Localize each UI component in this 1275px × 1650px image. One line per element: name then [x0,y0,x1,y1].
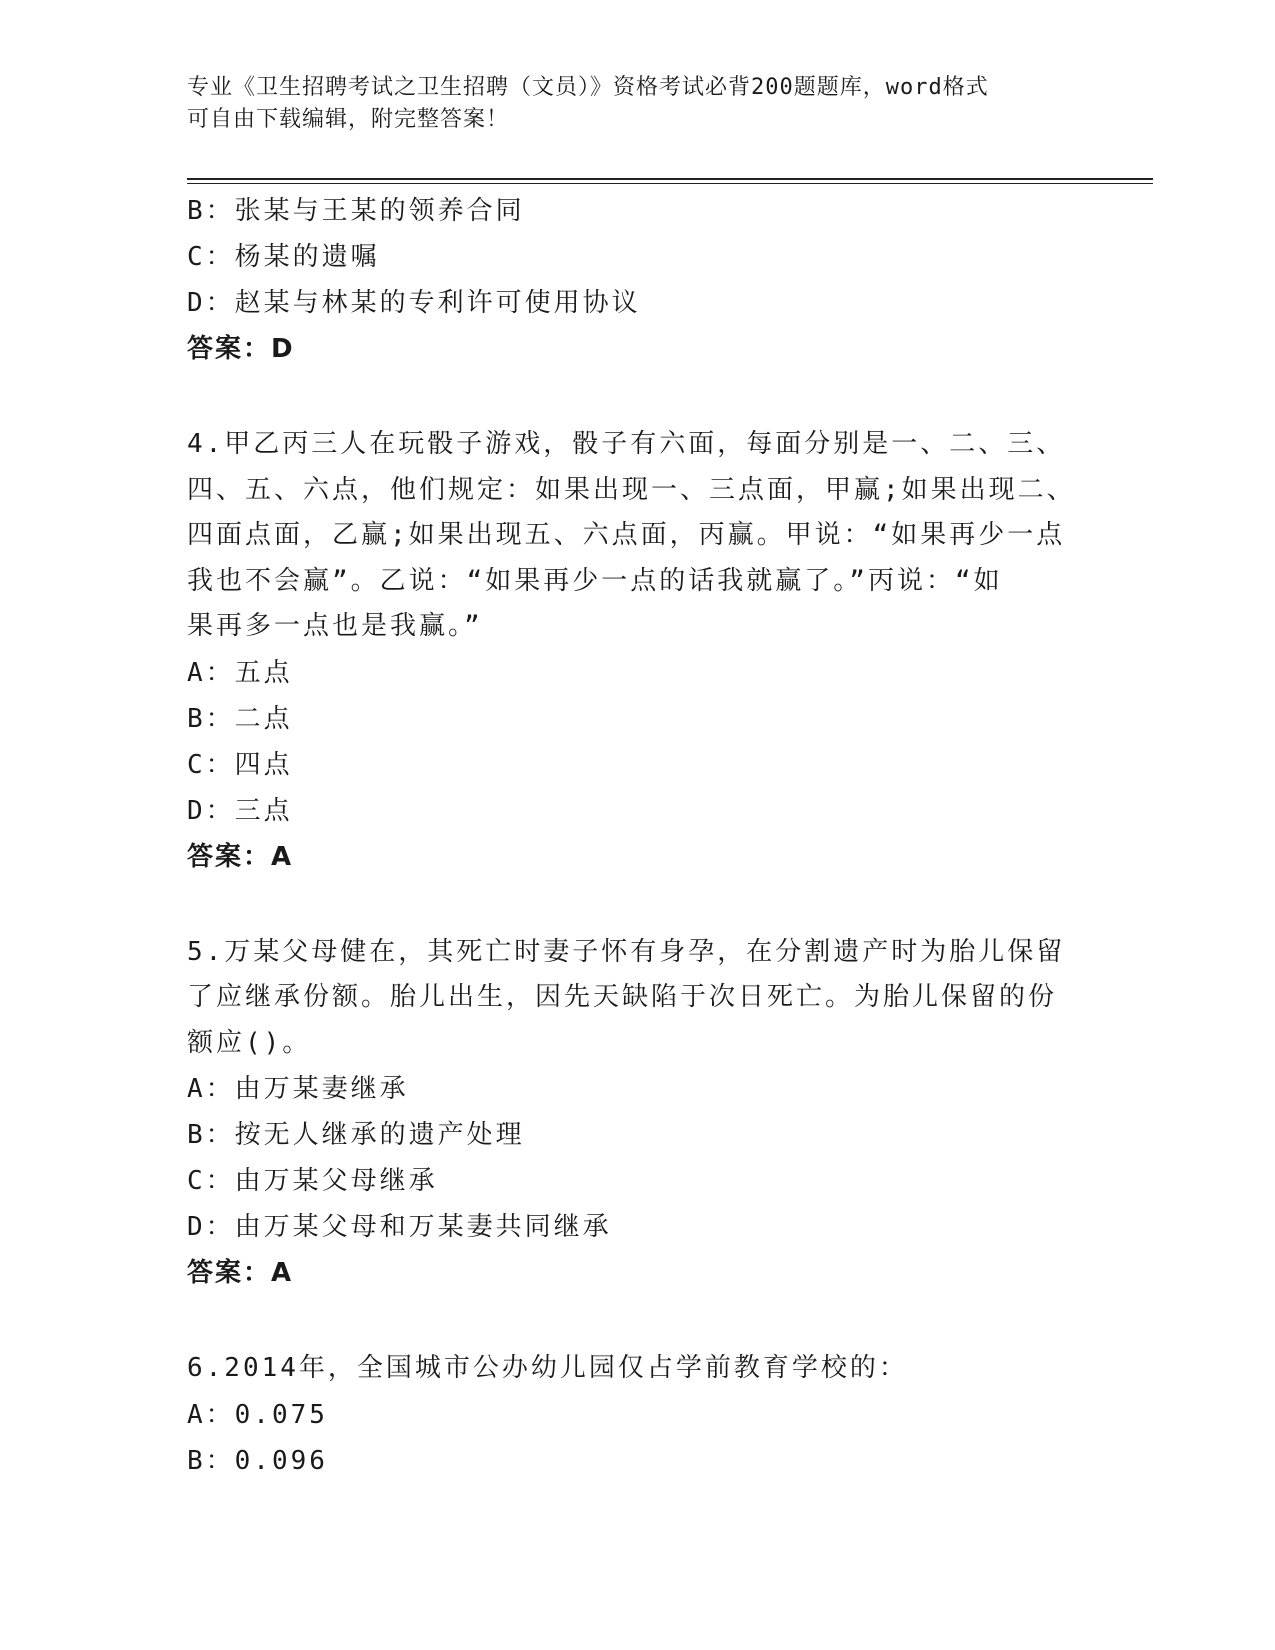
header-title-line-2: 可自由下载编辑，附完整答案！ [187,107,510,132]
option-c: C：四点 [187,749,293,780]
header-title-line-1: 专业《卫生招聘考试之卫生招聘（文员）》资格考试必背200题题库，word格式 [187,75,989,100]
question-stem-line: 额应()。 [187,1027,312,1058]
question-3 [187,188,1087,372]
header-rule-thick [187,178,1153,180]
answer: 答案：A [187,841,294,872]
option-a: A：0.075 [187,1399,328,1430]
option-b: B：张某与王某的领养合同 [187,196,525,226]
option-d: D：赵某与林某的专利许可使用协议 [187,288,641,318]
question-stem-line: 四面点面，乙赢;如果出现五、六点面，丙赢。甲说：“如果再少一点 [187,520,1066,550]
question-stem-line: 4.甲乙丙三人在玩骰子游戏，骰子有六面，每面分别是一、二、三、 [187,429,1066,459]
answer: 答案：D [187,334,295,364]
option-c: C：杨某的遗嘱 [187,242,380,272]
answer: 答案：A [187,1258,294,1288]
header-rule-thin [187,183,1153,184]
question-stem-line: 6.2014年，全国城市公办幼儿园仅占学前教育学校的： [187,1353,908,1383]
question-6 [187,1346,1087,1484]
option-b: B：按无人继承的遗产处理 [187,1120,525,1150]
option-a: A：由万某妻继承 [187,1074,409,1104]
option-b: B：二点 [187,703,293,734]
question-5 [187,930,1087,1297]
question-stem-line: 果再多一点也是我赢。” [187,611,483,641]
option-c: C：由万某父母继承 [187,1166,438,1196]
question-stem-line: 我也不会赢”。乙说：“如果再少一点的话我就赢了。”丙说：“如 [187,565,1003,596]
option-d: D：三点 [187,795,293,826]
question-stem-line: 5.万某父母健在，其死亡时妻子怀有身孕，在分割遗产时为胎儿保留 [187,936,1066,967]
option-d: D：由万某父母和万某妻共同继承 [187,1212,612,1242]
option-a: A：五点 [187,657,293,688]
spacer [187,880,1087,920]
document-header [187,72,1067,136]
spacer [187,1296,1087,1336]
question-list [187,188,1087,1484]
question-stem-line: 四、五、六点，他们规定：如果出现一、三点面，甲赢;如果出现二、 [187,474,1076,505]
question-stem-line: 了应继承份额。胎儿出生，因先天缺陷于次日死亡。为胎儿保留的份 [187,982,1058,1012]
option-b: B：0.096 [187,1445,328,1476]
question-4 [187,422,1087,880]
spacer [187,372,1087,412]
